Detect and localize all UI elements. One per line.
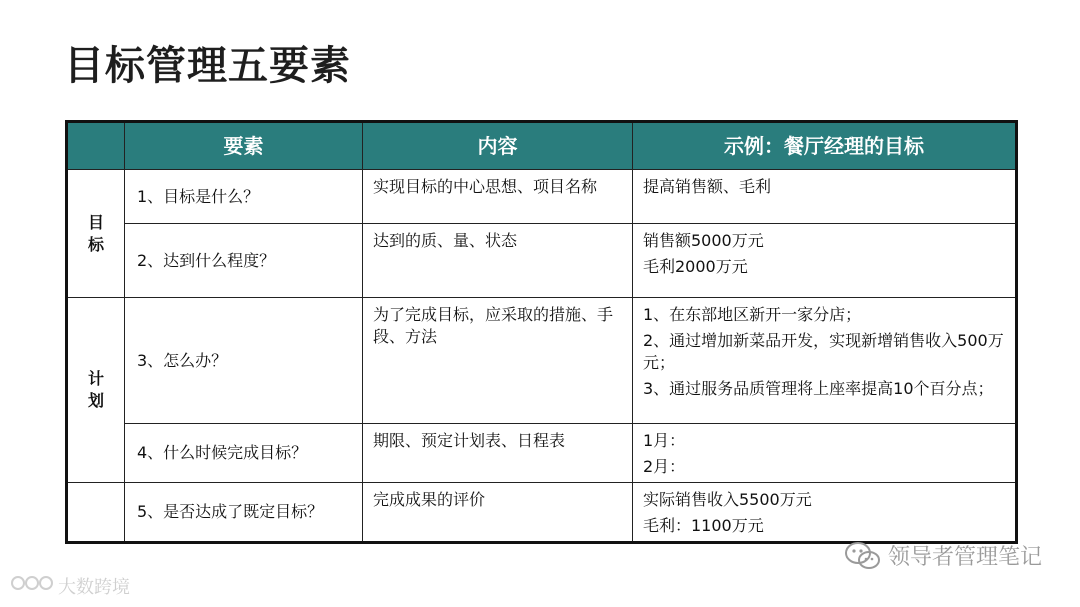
question-cell: 1、目标是什么？ [125,170,363,224]
watermark-left-text: 大数跨境 [58,576,130,598]
page-title: 目标管理五要素 [64,43,351,89]
watermark-right-text: 领导者管理笔记 [887,545,1042,570]
table-row [67,170,1017,224]
table-row [67,224,1017,298]
example-cell [633,424,1017,483]
group-label-goal [67,170,125,298]
example-line: 毛利：1100万元 [643,516,764,535]
example-cell [633,483,1017,543]
example-line: 销售额5000万元 [643,231,764,250]
example-line: 实际销售收入5500万元 [643,490,812,509]
watermark-left [10,572,130,599]
example-line: 2月： [643,457,686,476]
watermark-right [844,540,1042,571]
table-row [67,424,1017,483]
header-example: 示例：餐厅经理的目标 [633,122,1017,170]
header-blank [67,122,125,170]
example-cell [633,170,1017,224]
question-cell: 3、怎么办？ [125,298,363,424]
content-cell: 完成成果的评价 [363,483,633,543]
content-cell: 为了完成目标，应采取的措施、手段、方法 [363,298,633,424]
example-cell [633,224,1017,298]
example-line: 3、通过服务品质管理将上座率提高10个百分点； [643,379,994,398]
table-row [67,298,1017,424]
question-cell: 2、达到什么程度？ [125,224,363,298]
group-label-plan [67,298,125,483]
table-row [67,483,1017,543]
wechat-icon [844,541,882,571]
question-cell: 5、是否达成了既定目标？ [125,483,363,543]
group-label-empty [67,483,125,543]
content-cell: 期限、预定计划表、日程表 [363,424,633,483]
example-line: 1月： [643,431,686,450]
example-line: 2、通过增加新菜品开发，实现新增销售收入500万元； [643,331,1004,372]
example-line: 提高销售额、毛利 [643,177,772,196]
content-cell: 实现目标的中心思想、项目名称 [363,170,633,224]
question-cell: 4、什么时候完成目标？ [125,424,363,483]
elements-table [65,120,1018,544]
group-goal-text: 目 标 [87,212,104,254]
content-cell: 达到的质、量、状态 [363,224,633,298]
example-line: 1、在东部地区新开一家分店； [643,305,862,324]
logo-icon [10,572,54,599]
example-cell [633,298,1017,424]
example-line: 毛利2000万元 [643,257,748,276]
header-element: 要素 [125,122,363,170]
header-content: 内容 [363,122,633,170]
group-plan-text: 计 划 [87,369,104,410]
table-header-row [67,122,1017,170]
